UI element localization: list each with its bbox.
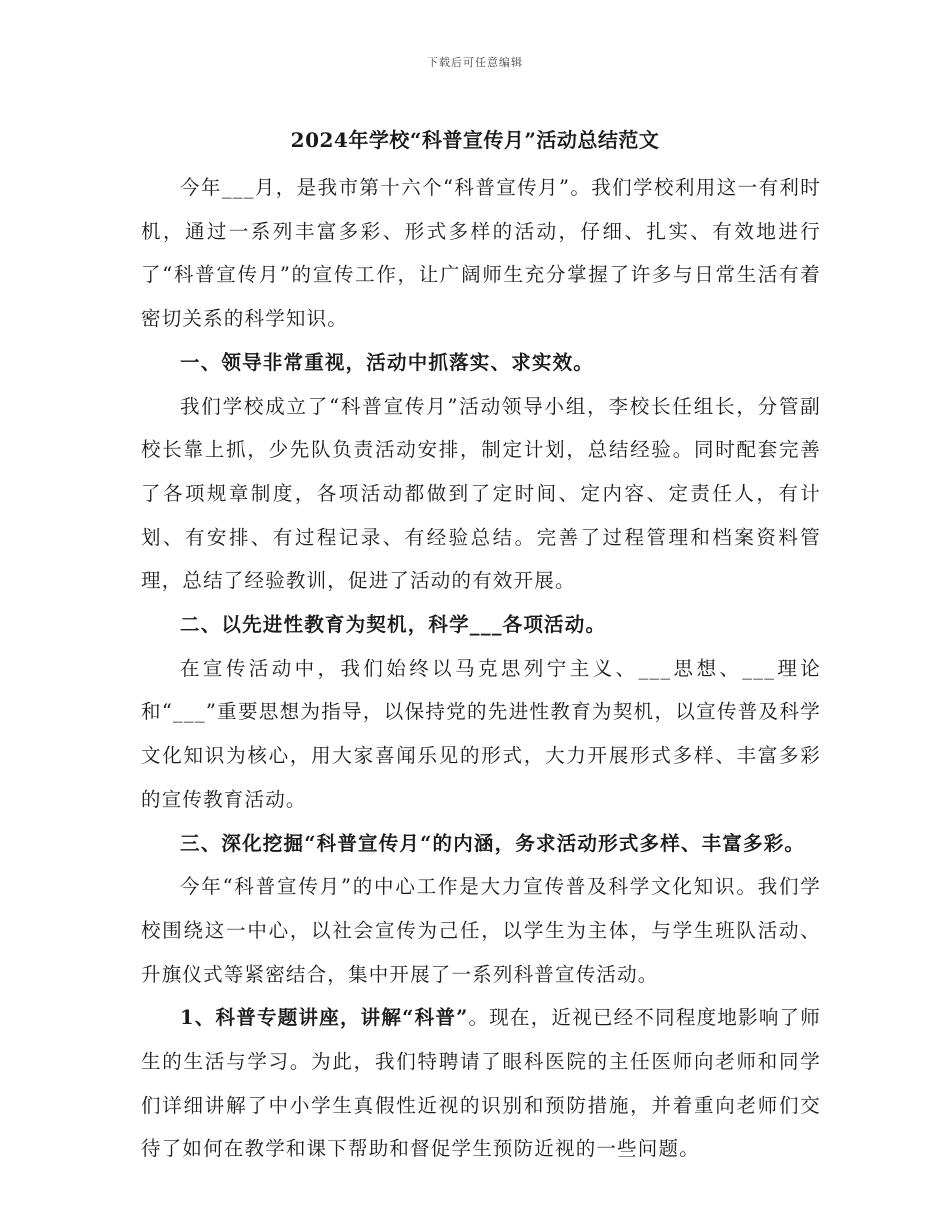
section-3-paragraph: 今年“科普宣传月”的中心工作是大力宣传普及科学文化知识。我们学校围绕这一中心，以社会宣传为己任，以学生为主体，与学生班队活动、升旗仪式等紧密结合，集中开展了一系列科普宣传活动。	[141, 875, 821, 986]
item-1-paragraph	[141, 996, 821, 1171]
section-heading-2: 二、以先进性教育为契机，科学___各项活动。	[180, 613, 607, 637]
section-heading-1: 一、领导非常重视，活动中抓落实、求实效。	[180, 350, 595, 374]
intro-paragraph: 今年___月，是我市第十六个“科普宣传月”。我们学校利用这一有利时机，通过一系列丰富多彩、形式多样的活动，仔细、扎实、有效地进行了“科普宣传月”的宣传工作，让广阔师生充分掌握了许多与日常生活有着密切关系的科学知识。	[141, 176, 821, 331]
item-1-lead: 1、科普专题讲座，讲解“科普”	[180, 1006, 469, 1030]
section-1-paragraph: 我们学校成立了“科普宣传月”活动领导小组，李校长任组长，分管副校长靠上抓，少先队负责活动安排，制定计划，总结经验。同时配套完善了各项规章制度，各项活动都做到了定时间、定内容、定责任人，有计划、有安排、有过程记录、有经验总结。完善了过程管理和档案资料管理，总结了经验教训，促进了活动的有效开展。	[141, 394, 821, 593]
header-note: 下载后可任意编辑	[427, 56, 523, 69]
item-1-text: 。现在，近视已经不同程度地影响了师生的生活与学习。为此，我们特聘请了眼科医院的主任医师向老师和同学们详细讲解了中小学生真假性近视的识别和预防措施，并着重向老师们交待了如何在教学和课下帮助和督促学生预防近视的一些问题。	[141, 1006, 821, 1161]
document-body	[141, 166, 821, 1171]
document-title: 2024年学校“科普宣传月”活动总结范文	[290, 128, 660, 152]
section-heading-3: 三、深化挖掘“科普宣传月“的内涵，务求活动形式多样、丰富多彩。	[180, 831, 806, 855]
section-2-paragraph: 在宣传活动中，我们始终以马克思列宁主义、___思想、___理论和“___”重要思想为指导，以保持党的先进性教育为契机，以宣传普及科学文化知识为核心，用大家喜闻乐见的形式，大力开展形式多样、丰富多彩的宣传教育活动。	[141, 656, 821, 811]
